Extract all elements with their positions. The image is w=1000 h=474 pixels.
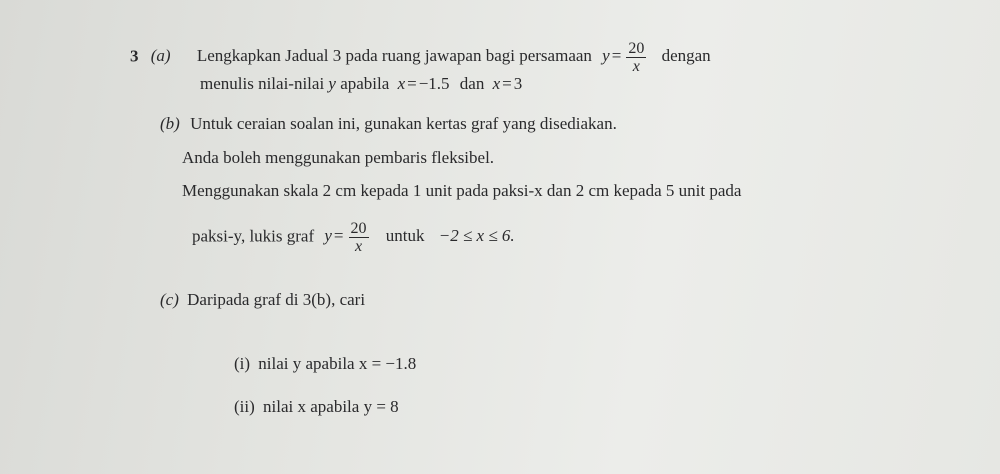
part-a-text-1: Lengkapkan Jadual 3 pada ruang jawapan bagi persamaan — [196, 46, 592, 66]
part-a-text-2: menulis nilai-nilai — [200, 74, 325, 93]
part-b-range: −2 ≤ x ≤ 6. — [438, 226, 515, 246]
var-y: y — [324, 226, 332, 246]
part-a-dan: dan — [459, 74, 485, 93]
var-x: x — [397, 74, 406, 93]
question-3c-intro — [160, 290, 365, 310]
part-b-text-1: Untuk ceraian soalan ini, gunakan kertas graf yang disediakan. — [190, 114, 617, 133]
part-b-untuk: untuk — [385, 226, 425, 246]
question-3a-line2 — [200, 74, 522, 94]
question-3c-i — [234, 354, 416, 374]
part-a-apabila: apabila — [340, 74, 390, 93]
fraction-numerator: 20 — [628, 40, 645, 57]
equals-sign: = — [407, 74, 417, 93]
question-3a-line1 — [130, 40, 711, 75]
var-y: y — [602, 46, 610, 66]
question-3b-line1 — [160, 114, 617, 134]
x-value-1: −1.5 — [418, 74, 450, 93]
question-3b-line4 — [192, 220, 515, 255]
fraction-denominator: x — [354, 238, 363, 255]
part-c-i-label: (i) — [234, 354, 251, 373]
part-a-tail: dengan — [661, 46, 711, 66]
fraction-numerator: 20 — [350, 220, 367, 237]
part-c-ii-text: nilai x apabila y = 8 — [263, 397, 399, 416]
question-number: 3 — [130, 46, 139, 66]
fraction-denominator: x — [632, 58, 640, 75]
part-b-label: (b) — [160, 114, 180, 133]
equals-sign: = — [333, 226, 344, 246]
equals-sign: = — [502, 74, 512, 93]
question-3c-ii — [234, 397, 399, 417]
part-c-label: (c) — [160, 290, 179, 309]
part-b-text-2: Anda boleh menggunakan pembaris fleksibel. — [182, 148, 495, 167]
part-c-i-text: nilai y apabila x = −1.8 — [258, 354, 417, 373]
fraction-20-over-x — [349, 220, 369, 255]
part-b-text-4: paksi-y, lukis graf — [192, 226, 315, 246]
var-x: x — [492, 74, 501, 93]
x-value-2: 3 — [513, 74, 523, 93]
fraction-20-over-x — [626, 40, 646, 75]
part-b-text-3: Menggunakan skala 2 cm kepada 1 unit pada paksi-x dan 2 cm kepada 5 unit pada — [182, 181, 742, 200]
question-3b-line2 — [182, 148, 494, 168]
part-c-intro-text: Daripada graf di 3(b), cari — [187, 290, 366, 309]
part-a-label: (a) — [150, 46, 171, 66]
equals-sign: = — [611, 46, 622, 66]
question-3b-line3 — [182, 181, 741, 201]
part-c-ii-label: (ii) — [234, 397, 255, 416]
var-y: y — [328, 74, 336, 93]
